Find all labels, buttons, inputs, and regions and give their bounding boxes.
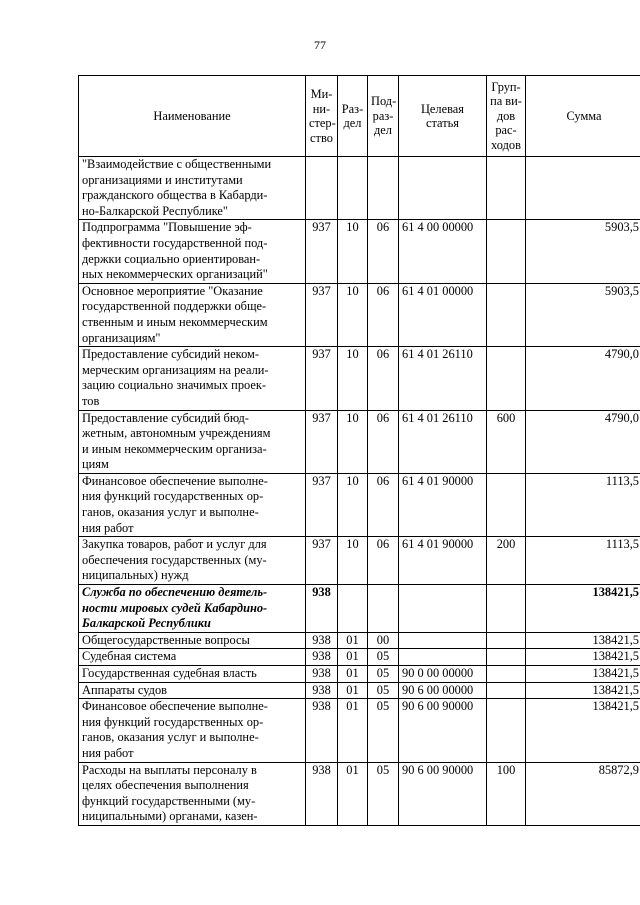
cell-target-article: 61 4 01 26110 <box>399 347 487 410</box>
cell-sum: 5903,5 <box>526 220 640 283</box>
table-header-row <box>79 76 640 157</box>
budget-table <box>78 75 640 826</box>
cell-expense-group <box>487 220 526 283</box>
header-subsection: Под- раз- дел <box>368 76 399 157</box>
table-row <box>79 283 640 346</box>
cell-expense-group <box>487 649 526 666</box>
cell-sum: 4790,0 <box>526 347 640 410</box>
cell-target-article: 61 4 00 00000 <box>399 220 487 283</box>
cell-name: Подпрограмма "Повышение эф- фективности государственной под- держки социально ориентирован- ных некоммерческих организаций" <box>79 220 306 283</box>
table-row <box>79 347 640 410</box>
cell-expense-group <box>487 699 526 762</box>
header-name: Наименование <box>79 76 306 157</box>
cell-sum <box>526 157 640 220</box>
cell-expense-group: 100 <box>487 762 526 825</box>
cell-ministry: 938 <box>306 762 338 825</box>
cell-expense-group <box>487 682 526 699</box>
cell-name: "Взаимодействие с общественными организациями и институтами гражданского общества в Кабарди- но-Балкарской Республике" <box>79 157 306 220</box>
header-sum: Сумма <box>526 76 640 157</box>
cell-subsection: 00 <box>368 632 399 649</box>
table-body <box>79 157 640 826</box>
cell-subsection: 05 <box>368 666 399 683</box>
cell-section: 01 <box>338 666 368 683</box>
cell-target-article: 61 4 01 26110 <box>399 410 487 473</box>
cell-expense-group <box>487 347 526 410</box>
table-row <box>79 473 640 536</box>
cell-subsection: 06 <box>368 537 399 585</box>
table-row <box>79 649 640 666</box>
cell-section: 01 <box>338 699 368 762</box>
cell-target-article <box>399 157 487 220</box>
cell-expense-group <box>487 157 526 220</box>
cell-subsection: 06 <box>368 410 399 473</box>
cell-section: 10 <box>338 537 368 585</box>
cell-subsection: 05 <box>368 699 399 762</box>
cell-expense-group <box>487 473 526 536</box>
cell-ministry: 938 <box>306 666 338 683</box>
cell-sum: 138421,5 <box>526 666 640 683</box>
cell-ministry <box>306 157 338 220</box>
cell-subsection: 05 <box>368 762 399 825</box>
table-row <box>79 682 640 699</box>
cell-name: Финансовое обеспечение выполне- ния функций государственных ор- ганов, оказания услуг и выполне- ния работ <box>79 473 306 536</box>
page-number: 77 <box>314 38 326 52</box>
cell-ministry: 938 <box>306 649 338 666</box>
cell-name: Закупка товаров, работ и услуг для обеспечения государственных (му- ниципальных) нужд <box>79 537 306 585</box>
table-row <box>79 220 640 283</box>
cell-section: 01 <box>338 682 368 699</box>
cell-target-article: 90 6 00 00000 <box>399 682 487 699</box>
cell-name: Общегосударственные вопросы <box>79 632 306 649</box>
cell-expense-group: 200 <box>487 537 526 585</box>
cell-ministry: 938 <box>306 632 338 649</box>
table-row <box>79 666 640 683</box>
cell-target-article: 90 6 00 90000 <box>399 762 487 825</box>
table-row <box>79 537 640 585</box>
cell-name: Государственная судебная власть <box>79 666 306 683</box>
cell-subsection <box>368 585 399 633</box>
cell-target-article: 90 0 00 00000 <box>399 666 487 683</box>
cell-sum: 138421,5 <box>526 699 640 762</box>
cell-sum: 1113,5 <box>526 537 640 585</box>
cell-section: 01 <box>338 649 368 666</box>
cell-ministry: 937 <box>306 410 338 473</box>
table-row <box>79 762 640 825</box>
cell-target-article: 61 4 01 90000 <box>399 537 487 585</box>
cell-sum: 1113,5 <box>526 473 640 536</box>
cell-subsection: 05 <box>368 649 399 666</box>
cell-ministry: 938 <box>306 699 338 762</box>
cell-name: Служба по обеспечению деятель- ности мировых судей Кабардино- Балкарской Республики <box>79 585 306 633</box>
cell-section: 10 <box>338 283 368 346</box>
cell-expense-group <box>487 585 526 633</box>
cell-name: Судебная система <box>79 649 306 666</box>
cell-ministry: 937 <box>306 283 338 346</box>
cell-ministry: 937 <box>306 347 338 410</box>
cell-target-article <box>399 632 487 649</box>
cell-sum: 138421,5 <box>526 585 640 633</box>
cell-section: 01 <box>338 762 368 825</box>
cell-section: 10 <box>338 410 368 473</box>
cell-name: Основное мероприятие "Оказание государственной поддержки обще- ственным и иным некоммерческим организациям" <box>79 283 306 346</box>
cell-subsection: 06 <box>368 220 399 283</box>
cell-sum: 85872,9 <box>526 762 640 825</box>
cell-section: 10 <box>338 220 368 283</box>
cell-subsection: 06 <box>368 473 399 536</box>
cell-sum: 138421,5 <box>526 682 640 699</box>
cell-expense-group <box>487 632 526 649</box>
table-row <box>79 699 640 762</box>
cell-name: Предоставление субсидий бюд- жетным, автономным учреждениям и иным некоммерческим организа- циям <box>79 410 306 473</box>
cell-sum: 4790,0 <box>526 410 640 473</box>
cell-subsection <box>368 157 399 220</box>
cell-target-article <box>399 585 487 633</box>
header-section: Раз- дел <box>338 76 368 157</box>
cell-name: Расходы на выплаты персоналу в целях обеспечения выполнения функций государственными (му- ниципальными) органами, казен- <box>79 762 306 825</box>
cell-expense-group <box>487 666 526 683</box>
table-row <box>79 410 640 473</box>
cell-section <box>338 157 368 220</box>
cell-name: Финансовое обеспечение выполне- ния функций государственных ор- ганов, оказания услуг и выполне- ния работ <box>79 699 306 762</box>
cell-ministry: 938 <box>306 682 338 699</box>
cell-section: 01 <box>338 632 368 649</box>
table-row <box>79 585 640 633</box>
cell-section: 10 <box>338 347 368 410</box>
cell-sum: 5903,5 <box>526 283 640 346</box>
cell-section <box>338 585 368 633</box>
cell-ministry: 937 <box>306 537 338 585</box>
header-ministry: Ми- ни- стер- ство <box>306 76 338 157</box>
cell-target-article: 90 6 00 90000 <box>399 699 487 762</box>
header-target-article: Целевая статья <box>399 76 487 157</box>
header-expense-group: Груп- па ви- дов рас- ходов <box>487 76 526 157</box>
cell-name: Предоставление субсидий неком- мерческим организациям на реали- зацию социально значимых проек- тов <box>79 347 306 410</box>
cell-subsection: 05 <box>368 682 399 699</box>
cell-section: 10 <box>338 473 368 536</box>
cell-ministry: 937 <box>306 220 338 283</box>
cell-name: Аппараты судов <box>79 682 306 699</box>
table-row <box>79 157 640 220</box>
table-row <box>79 632 640 649</box>
cell-expense-group <box>487 283 526 346</box>
cell-subsection: 06 <box>368 283 399 346</box>
cell-subsection: 06 <box>368 347 399 410</box>
cell-ministry: 938 <box>306 585 338 633</box>
cell-sum: 138421,5 <box>526 632 640 649</box>
cell-target-article <box>399 649 487 666</box>
cell-sum: 138421,5 <box>526 649 640 666</box>
cell-expense-group: 600 <box>487 410 526 473</box>
cell-ministry: 937 <box>306 473 338 536</box>
cell-target-article: 61 4 01 90000 <box>399 473 487 536</box>
cell-target-article: 61 4 01 00000 <box>399 283 487 346</box>
